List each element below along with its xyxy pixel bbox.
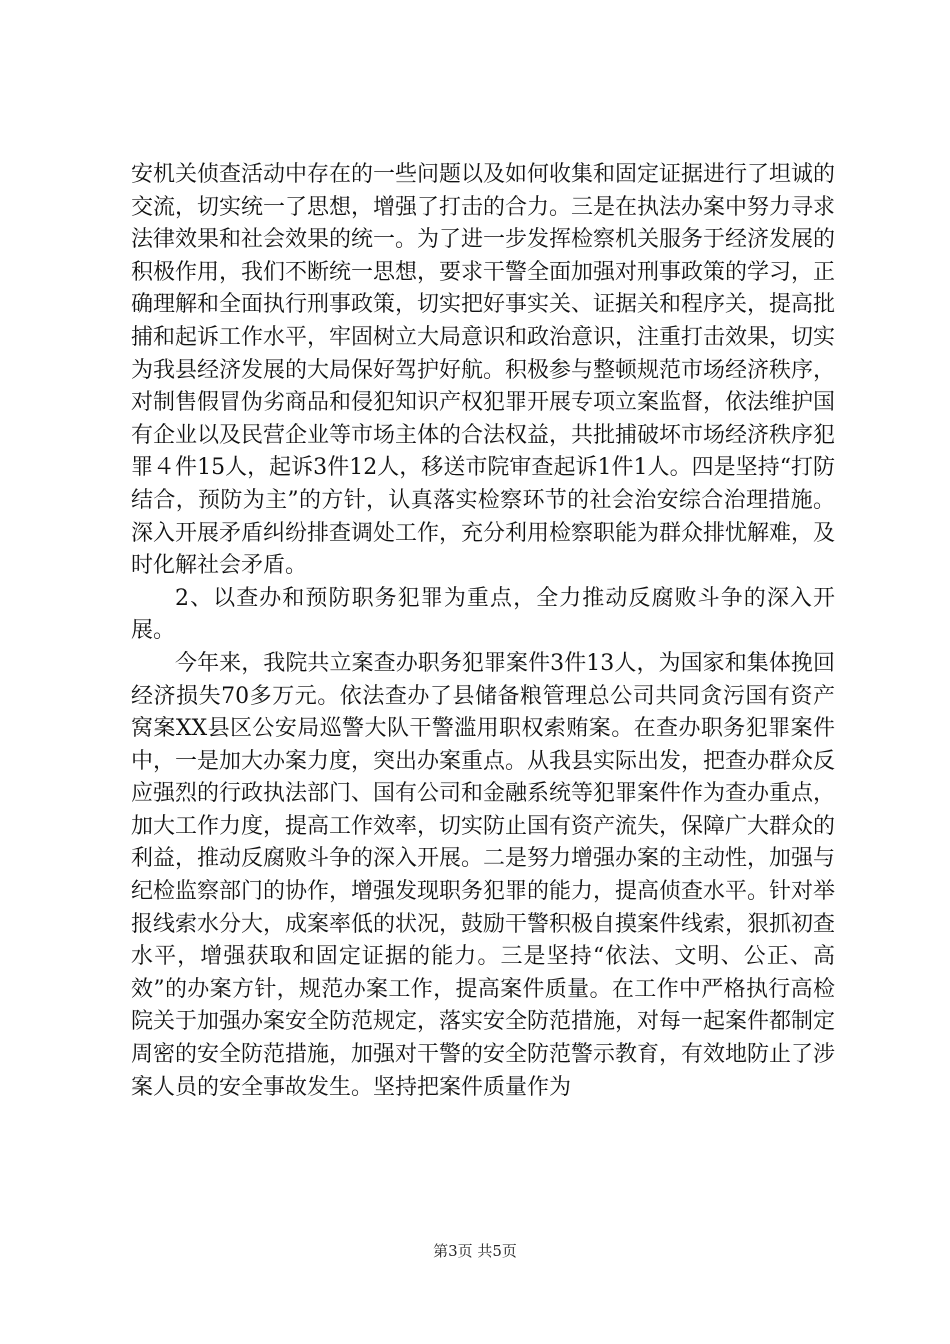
paragraph-continuation: 安机关侦查活动中存在的一些问题以及如何收集和固定证据进行了坦诚的交流，切实统一了思想，增强了打击的合力。三是在执法办案中努力寻求法律效果和社会效果的统一。为了进一步发挥检察机关服务于经济发展的积极作用，我们不断统一思想，要求干警全面加强对刑事政策的学习，正确理解和全面执行刑事政策，切实把好事实关、证据关和程序关，提高批捕和起诉工作水平，牢固树立大局意识和政治意识，注重打击效果，切实为我县经济发展的大局保好驾护好航。积极参与整顿规范市场经济秩序，对制售假冒伪劣商品和侵犯知识产权犯罪开展专项立案监督，依法维护国有企业以及民营企业等市场主体的合法权益，共批捕破坏市场经济秩序犯罪４件15人，起诉3件12人，移送市院审查起诉1件1人。四是坚持“打防结合，预防为主”的方针，认真落实检察环节的社会治安综合治理措施。深入开展矛盾纠纷排查调处工作，充分利用检察职能为群众排忧解难，及时化解社会矛盾。 — [131, 162, 836, 579]
document-body — [131, 159, 835, 1104]
section-heading-2: 2、以查办和预防职务犯罪为重点，全力推动反腐败斗争的深入开展。 — [131, 585, 835, 644]
page-number-footer: 第3页 共5页 — [433, 1242, 517, 1260]
paragraph-cases: 今年来，我院共立案查办职务犯罪案件3件13人，为国家和集体挽回经济损失70多万元。依法查办了县储备粮管理总公司共同贪污国有资产窝案XX县区公安局巡警大队干警滥用职权索贿案。在查办职务犯罪案件中，一是加大办案力度，突出办案重点。从我县实际出发，把查办群众反应强烈的行政执法部门、国有公司和金融系统等犯罪案件作为查办重点，加大工作力度，提高工作效率，切实防止国有资产流失，保障广大群众的利益，推动反腐败斗争的深入开展。二是努力增强办案的主动性，加强与纪检监察部门的协作，增强发现职务犯罪的能力，提高侦查水平。针对举报线索水分大，成案率低的状况，鼓励干警积极自摸案件线索，狠抓初查水平，增强获取和固定证据的能力。三是坚持“依法、文明、公正、高效”的办案方针，规范办案工作，提高案件质量。在工作中严格执行高检院关于加强办案安全防范规定，落实安全防范措施，对每一起案件都制定周密的安全防范措施，加强对干警的安全防范警示教育，有效地防止了涉案人员的安全事故发生。坚持把案件质量作为 — [131, 650, 836, 1100]
